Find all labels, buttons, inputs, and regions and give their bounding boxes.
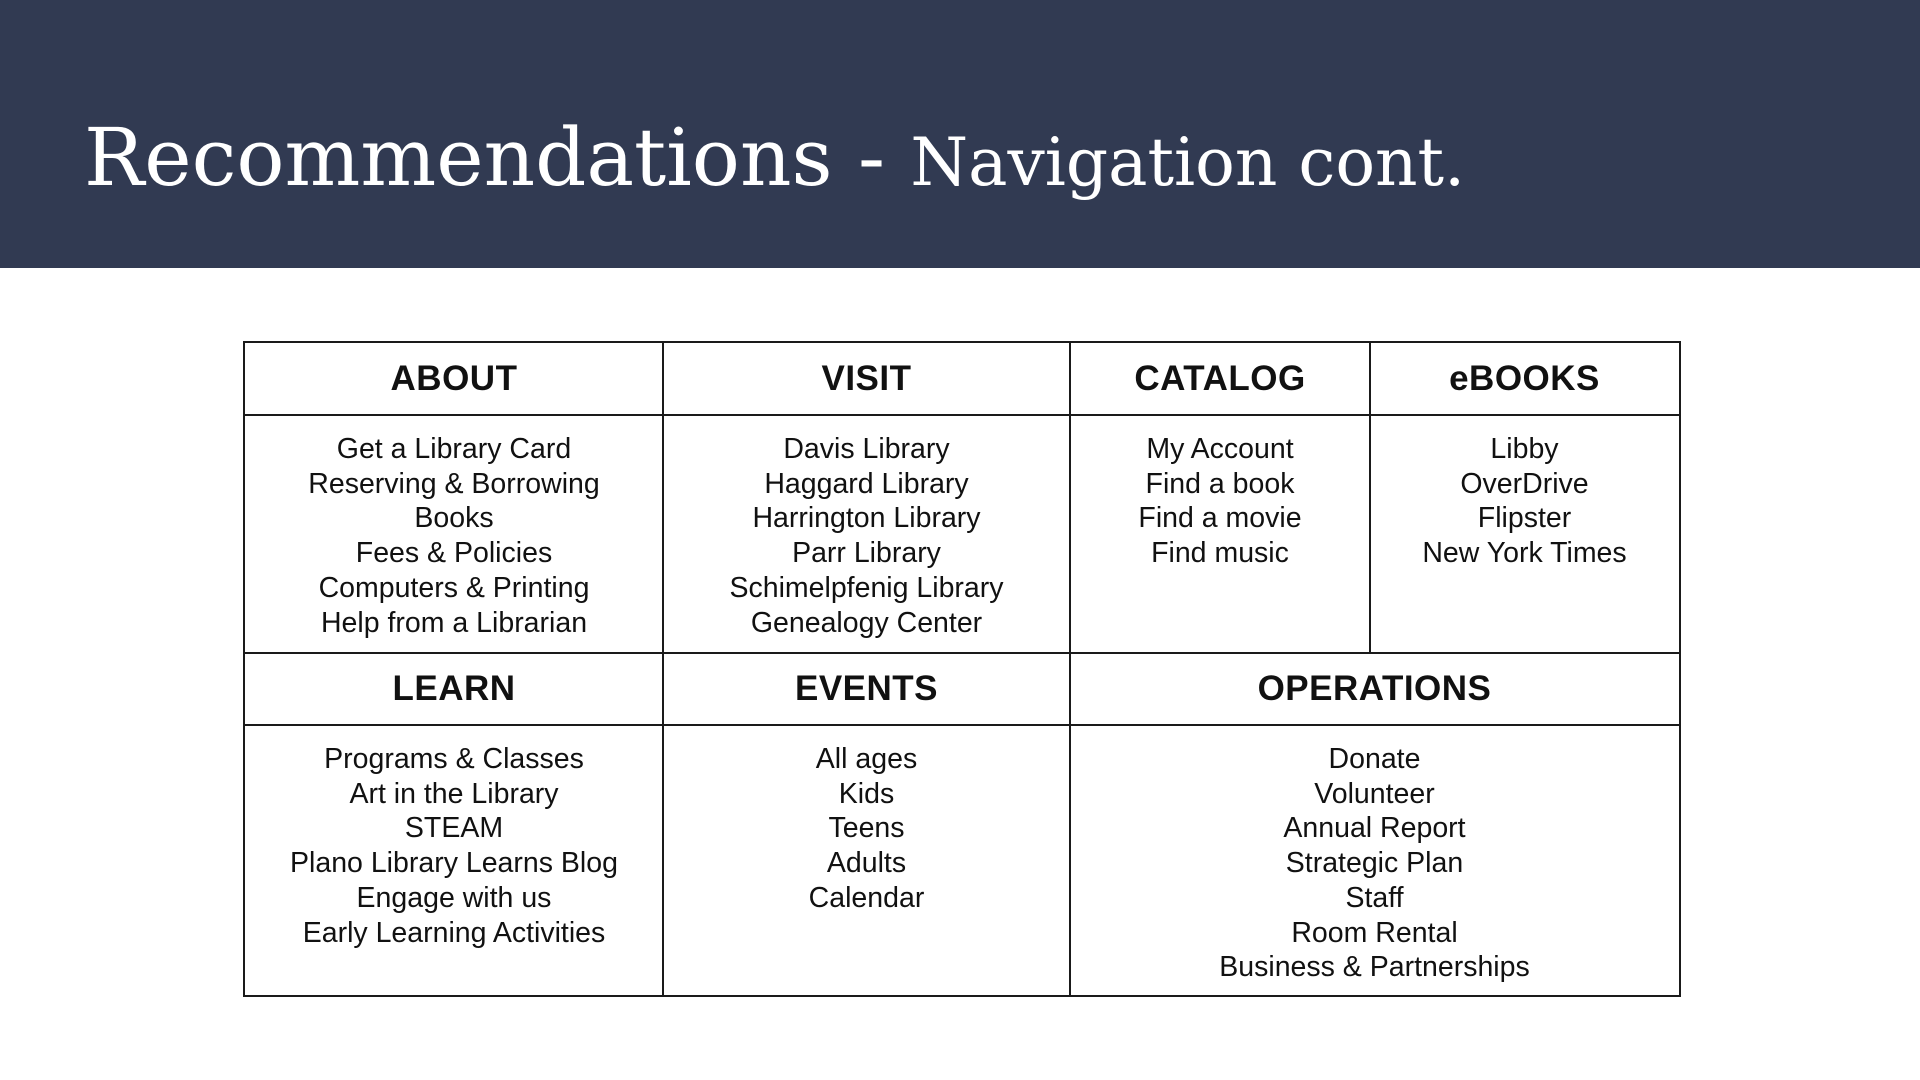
about-items — [245, 416, 663, 652]
operations-items — [1070, 726, 1679, 995]
learn-heading: LEARN — [392, 669, 516, 708]
nav-link-genealogy-center[interactable]: Genealogy Center — [750, 606, 983, 639]
nav-link-annual-report[interactable]: Annual Report — [1283, 812, 1466, 845]
nav-link-help-from-librarian[interactable]: Help from a Librarian — [320, 606, 588, 639]
nav-link-libby[interactable]: Libby — [1490, 433, 1559, 465]
events-items — [663, 726, 1070, 995]
navigation-table — [243, 341, 1681, 997]
nav-link-room-rental[interactable]: Room Rental — [1291, 916, 1458, 949]
nav-link-harrington-library[interactable]: Harrington Library — [752, 502, 981, 535]
visit-items — [663, 416, 1070, 652]
nav-link-find-music[interactable]: Find music — [1151, 537, 1289, 570]
nav-link-books[interactable]: Books — [414, 502, 494, 535]
nav-link-donate[interactable]: Donate — [1328, 743, 1421, 775]
nav-link-volunteer[interactable]: Volunteer — [1314, 777, 1435, 810]
nav-link-steam[interactable]: STEAM — [404, 812, 504, 845]
nav-link-engage-with-us[interactable]: Engage with us — [356, 881, 552, 914]
nav-link-computers-printing[interactable]: Computers & Printing — [318, 571, 590, 604]
nav-link-plano-library-learns-blog[interactable]: Plano Library Learns Blog — [290, 847, 618, 880]
nav-link-haggard-library[interactable]: Haggard Library — [764, 467, 969, 500]
nav-link-schimelpfenig-library[interactable]: Schimelpfenig Library — [729, 571, 1004, 604]
ebooks-items — [1370, 416, 1679, 652]
learn-items — [245, 726, 663, 995]
nav-link-art-in-library[interactable]: Art in the Library — [349, 777, 559, 810]
nav-link-new-york-times[interactable]: New York Times — [1422, 537, 1627, 570]
nav-link-find-book[interactable]: Find a book — [1145, 467, 1295, 500]
nav-link-business-partnerships[interactable]: Business & Partnerships — [1219, 951, 1530, 984]
slide-title-main: Recommendations - — [84, 111, 911, 204]
nav-link-programs-classes[interactable]: Programs & Classes — [324, 743, 584, 775]
nav-link-early-learning-activities[interactable]: Early Learning Activities — [302, 916, 606, 949]
slide-title-sub: Navigation cont. — [910, 124, 1466, 201]
nav-link-get-library-card[interactable]: Get a Library Card — [336, 433, 572, 465]
nav-link-calendar[interactable]: Calendar — [808, 881, 925, 914]
nav-link-kids[interactable]: Kids — [838, 777, 895, 810]
visit-heading: VISIT — [821, 358, 912, 398]
ebooks-heading: eBOOKS — [1449, 358, 1600, 398]
slide-title — [84, 111, 1466, 204]
nav-link-overdrive[interactable]: OverDrive — [1460, 467, 1589, 500]
events-heading: EVENTS — [794, 669, 939, 708]
nav-link-reserving-borrowing[interactable]: Reserving & Borrowing — [308, 467, 600, 500]
nav-link-davis-library[interactable]: Davis Library — [783, 433, 950, 465]
nav-link-flipster[interactable]: Flipster — [1477, 502, 1572, 535]
nav-link-all-ages[interactable]: All ages — [815, 743, 918, 775]
nav-link-my-account[interactable]: My Account — [1146, 433, 1294, 465]
operations-heading: OPERATIONS — [1257, 669, 1492, 708]
catalog-heading: CATALOG — [1134, 358, 1306, 398]
nav-link-parr-library[interactable]: Parr Library — [792, 537, 941, 570]
nav-link-fees-policies[interactable]: Fees & Policies — [355, 537, 553, 570]
nav-link-staff[interactable]: Staff — [1345, 881, 1404, 914]
catalog-items — [1070, 416, 1370, 652]
nav-link-strategic-plan[interactable]: Strategic Plan — [1285, 847, 1464, 880]
nav-link-find-movie[interactable]: Find a movie — [1138, 502, 1302, 535]
nav-link-teens[interactable]: Teens — [828, 812, 905, 845]
nav-link-adults[interactable]: Adults — [826, 847, 907, 880]
about-heading: ABOUT — [390, 358, 518, 398]
